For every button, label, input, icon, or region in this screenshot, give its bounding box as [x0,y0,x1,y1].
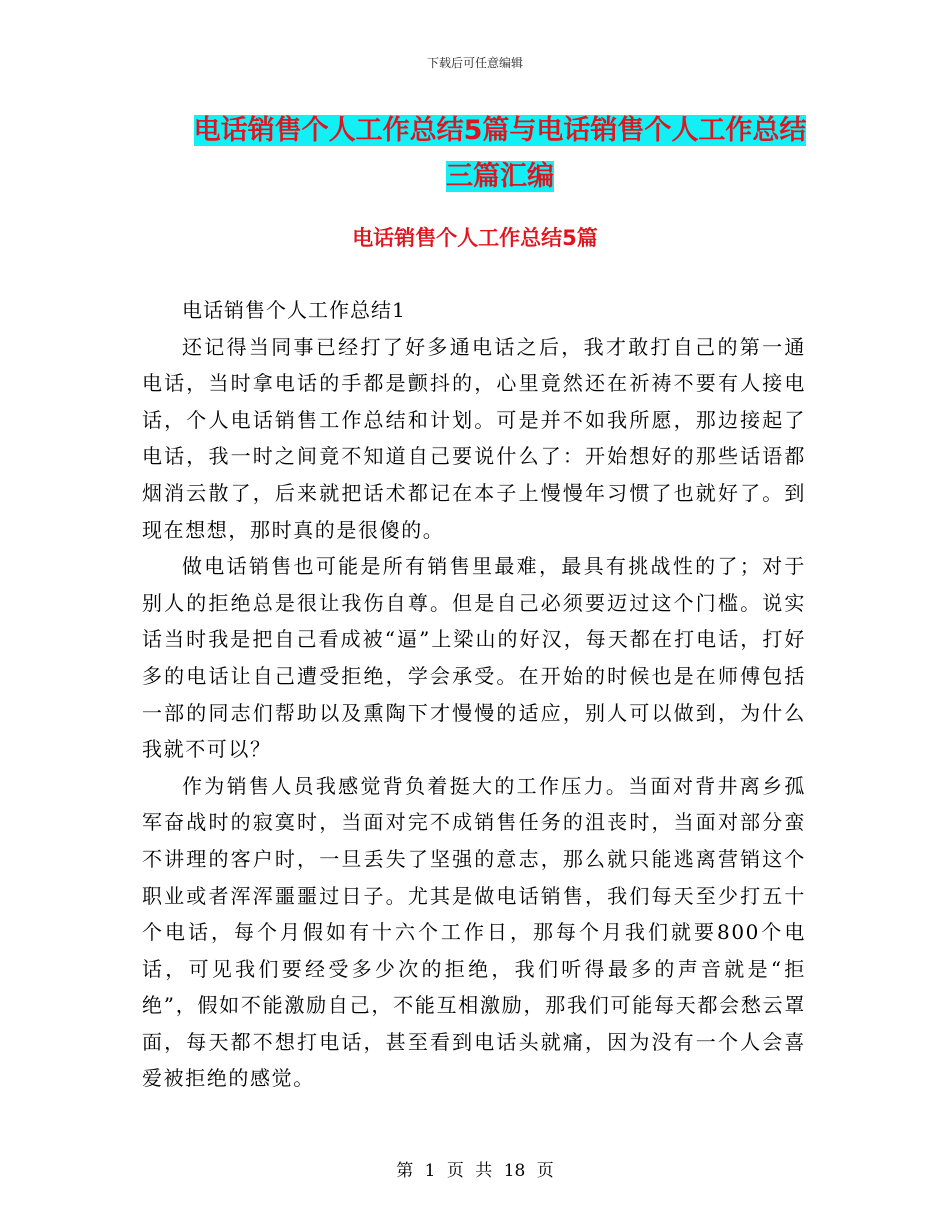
header-note: 下载后可任意编辑 [426,56,523,70]
section-title: 电话销售个人工作总结5篇 [352,226,598,250]
paragraph: 做电话销售也可能是所有销售里最难，最具有挑战性的了；对于别人的拒绝总是很让我伤自尊。但是自己必须要迈过这个门槛。说实话当时我是把自己看成被“逼”上梁山的好汉，每天都在打电话，打好多的电话让自己遭受拒绝，学会承受。在开始的时候也是在师傅包括一部的同志们帮助以及熏陶下才慢慢的适应，别人可以做到，为什么我就不可以？ [142,554,806,762]
paragraph: 作为销售人员我感觉背负着挺大的工作压力。当面对背井离乡孤军奋战时的寂寞时，当面对完不成销售任务的沮丧时，当面对部分蛮不讲理的客户时，一旦丢失了坚强的意志，那么就只能逃离营销这个职业或者浑浑噩噩过日子。尤其是做电话销售，我们每天至少打五十个电话，每个月假如有十六个工作日，那每个月我们就要800个电话，可见我们要经受多少次的拒绝，我们听得最多的声音就是“拒绝”，假如不能激励自己，不能互相激励，那我们可能每天都会愁云罩面，每天都不想打电话，甚至看到电话头就痛，因为没有一个人会喜爱被拒绝的感觉。 [142,773,806,1091]
document-title [140,108,860,200]
paragraph: 还记得当同事已经打了好多通电话之后，我才敢打自己的第一通电话，当时拿电话的手都是颤抖的，心里竟然还在祈祷不要有人接电话，个人电话销售工作总结和计划。可是并不如我所愿，那边接起了电话，我一时之间竟不知道自己要说什么了：开始想好的那些话语都烟消云散了，后来就把话术都记在本子上慢慢年习惯了也就好了。到现在想想，那时真的是很傻的。 [142,334,806,542]
subheading: 电话销售个人工作总结1 [182,298,406,322]
document-title-line-2: 三篇汇编 [446,161,554,192]
document-title-line-1: 电话销售个人工作总结5篇与电话销售个人工作总结 [193,115,807,146]
page-footer: 第 1 页 共 18 页 [396,1161,554,1181]
document-body [142,292,806,1097]
